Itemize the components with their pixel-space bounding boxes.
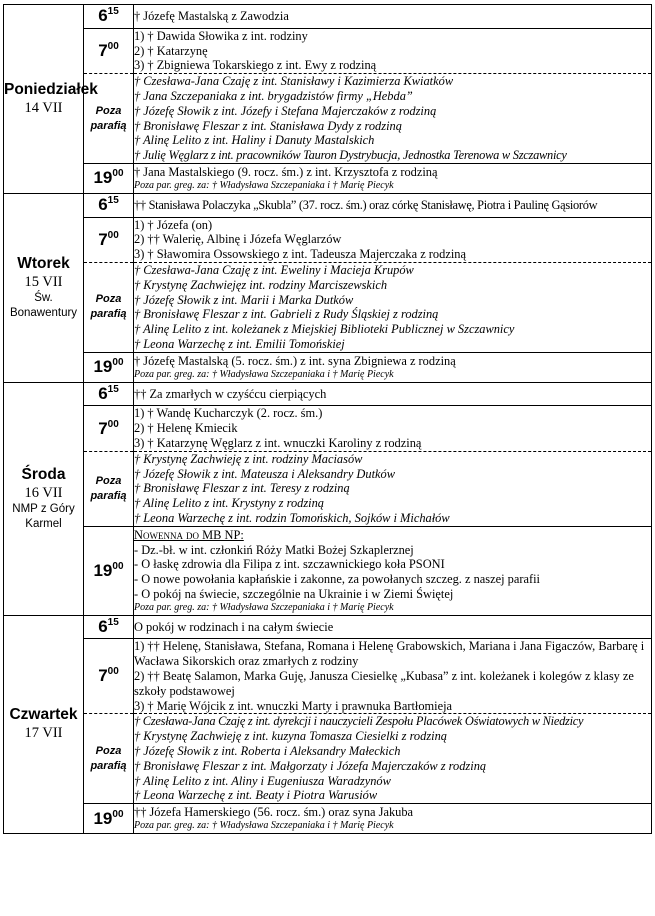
- intention-cell: † Czesława-Jana Czaję z int. dyrekcji i nauczycieli Zespołu Placówek Oświatowych w Niedzicy † Krystynę Zachwieję z int. kuzyna Tomasza Ciesielki z rodziną † Józefę Słowik z int. Roberta i Aleksandry Małeckich † Bronisławę Fleszar z int. Małgorzaty i Józefa Majerczaków z rodziną † Alinę Lelito z int. Aliny i Eugeniusza Waradzynów † Leona Warzechę z int. Beaty i Piotra Warusiów: [134, 714, 652, 804]
- monday-700-row: [4, 28, 652, 73]
- day-name: Środa: [21, 465, 66, 483]
- gregorian-note: Poza par. greg. za: † Władysława Szczepaniaka i † Marię Piecyk: [134, 820, 394, 832]
- day-cell-thursday: [4, 615, 84, 833]
- poza-parafia-label: Poza parafią: [84, 262, 134, 352]
- gregorian-note: Poza par. greg. za: † Władysława Szczepaniaka i † Marię Piecyk: [134, 601, 394, 613]
- tuesday-615-row: [4, 193, 652, 217]
- poza-parafia-label: Poza parafią: [84, 451, 134, 526]
- day-feast: Św. Bonawentury: [9, 291, 78, 319]
- wednesday-poza-row: [4, 451, 652, 526]
- mass-time-615: $6^{15}$: [84, 615, 134, 639]
- intention-cell: †† Józefa Hamerskiego (56. rocz. śm.) oraz syna Jakuba Poza par. greg. za: † Władysława Szczepaniaka i † Marię Piecyk: [134, 804, 652, 834]
- day-cell-tuesday: [4, 193, 84, 382]
- day-name: Poniedziałek: [4, 80, 98, 98]
- novena-heading: Nowenna do MB NP:: [134, 527, 244, 542]
- day-feast: NMP z Góry Karmel: [12, 502, 75, 530]
- intention-cell: † Czesława-Jana Czaję z int. Stanisławy i Kazimierza Kwiatków † Jana Szczepaniaka z int. brygadzistów firmy „Hebda” † Józefę Słowik z int. Józefy i Stefana Majerczaków z rodziną † Bronisławę Fleszar z int. Stanisława Dydy z rodziną † Alinę Lelito z int. Haliny i Danuty Mastalskich † Julię Węglarz z int. pracowników Tauron Dystrybucja, Jednostka Terenowa w Szczawnicy: [134, 74, 652, 164]
- wednesday-615-row: [4, 382, 652, 406]
- mass-schedule: [3, 4, 651, 834]
- intention-cell: †† Stanisława Polaczyka „Skubla” (37. rocz. śm.) oraz córkę Stanisławę, Piotra i Paulinę Gąsiorów: [134, 193, 652, 217]
- intention-cell: 1) † Wandę Kucharczyk (2. rocz. śm.) 2) † Helenę Kmiecik 3) † Katarzynę Węglarz z int. wnuczki Karoliny z rodziną: [134, 406, 652, 451]
- intention-cell: † Czesława-Jana Czaję z int. Eweliny i Macieja Krupów † Krystynę Zachwiejęz int. rodziny Marciszewskich † Józefę Słowik z int. Marii i Marka Dutków † Bronisławę Fleszar z int. Gabrieli z Rudy Śląskiej z rodziną † Alinę Lelito z int. koleżanek z Miejskiej Biblioteki Publicznej w Szczawnicy † Leona Warzechę z int. Emilii Tomońskiej: [134, 262, 652, 352]
- mass-time-1900: $19^{00}$: [84, 526, 134, 615]
- intention-cell: † Józefę Mastalską z Zawodzia: [134, 5, 652, 29]
- mass-time-1900: $19^{00}$: [84, 352, 134, 382]
- intention-cell: 1) †† Helenę, Stanisława, Stefana, Romana i Helenę Grabowskich, Mariana i Jana Figaczów, Barbarę i Wacława Sikorskich oraz zmarłych z rodziny 2) †† Beatę Salamon, Marka Guję, Janusza Ciesielkę „Kubasa” z int. koleżanek i kolegów z klasy ze szkoły podstawowej 3) † Marię Wójcik z int. wnuczki Marty i prawnuka Bartłomieja: [134, 639, 652, 714]
- mass-time-700: $7^{00}$: [84, 406, 134, 451]
- mass-time-700: $7^{00}$: [84, 28, 134, 73]
- poza-parafia-label: Poza parafią: [84, 74, 134, 164]
- mass-time-1900: $19^{00}$: [84, 804, 134, 834]
- monday-615-row: [4, 5, 652, 29]
- mass-time-1900: $19^{00}$: [84, 163, 134, 193]
- intention-cell: Nowenna do MB NP: - Dz.-bł. w int. członkiń Róży Matki Bożej Szkaplerznej - O łaskę zdrowia dla Filipa z int. szczawnickiego koła PSONI - O nowe powołania kapłańskie i zakonne, za powołanych szczeg. z naszej parafii - O pokój na świecie, szczególnie na Ukrainie i w Ziemi Świętej Poza par. greg. za: † Władysława Szczepaniaka i † Marię Piecyk: [134, 526, 652, 615]
- mass-time-615: $6^{15}$: [84, 193, 134, 217]
- mass-time-700: $7^{00}$: [84, 639, 134, 714]
- day-name: Wtorek: [17, 254, 70, 272]
- tuesday-poza-row: [4, 262, 652, 352]
- poza-parafia-label: Poza parafią: [84, 714, 134, 804]
- mass-time-615: $6^{15}$: [84, 382, 134, 406]
- intention-cell: † Józefę Mastalską (5. rocz. śm.) z int. syna Zbigniewa z rodziną Poza par. greg. za: † Władysława Szczepaniaka i † Marię Piecyk: [134, 352, 652, 382]
- intention-cell: † Krystynę Zachwieję z int. rodziny Maciasów † Józefę Słowik z int. Mateusza i Aleksandry Dutków † Bronisławę Fleszar z int. Teresy z rodziną † Alinę Lelito z int. Krystyny z rodziną † Leona Warzechę z int. rodzin Tomońskich, Sojków i Michałów: [134, 451, 652, 526]
- mass-schedule-table: [3, 4, 652, 834]
- intention-cell: † Jana Mastalskiego (9. rocz. śm.) z int. Krzysztofa z rodziną Poza par. greg. za: † Władysława Szczepaniaka i † Marię Piecyk: [134, 163, 652, 193]
- wednesday-1900-row: [4, 526, 652, 615]
- day-date: 17 VII: [24, 725, 63, 742]
- gregorian-note: Poza par. greg. za: † Władysława Szczepaniaka i † Marię Piecyk: [134, 368, 394, 380]
- thursday-1900-row: [4, 804, 652, 834]
- wednesday-700-row: [4, 406, 652, 451]
- thursday-700-row: [4, 639, 652, 714]
- thursday-poza-row: [4, 714, 652, 804]
- intention-cell: 1) † Józefa (on) 2) †† Walerię, Albinę i Józefa Węglarzów 3) † Sławomira Ossowskiego z int. Tadeusza Majerczaka z rodziną: [134, 217, 652, 262]
- gregorian-note: Poza par. greg. za: † Władysława Szczepaniaka i † Marię Piecyk: [134, 179, 394, 191]
- day-name: Czwartek: [9, 706, 78, 724]
- day-cell-wednesday: [4, 382, 84, 615]
- day-date: 14 VII: [24, 99, 63, 116]
- mass-time-615: $6^{15}$: [84, 5, 134, 29]
- tuesday-700-row: [4, 217, 652, 262]
- intention-cell: 1) † Dawida Słowika z int. rodziny 2) † Katarzynę 3) † Zbigniewa Tokarskiego z int. Ewy z rodziną: [134, 28, 652, 73]
- monday-1900-row: [4, 163, 652, 193]
- monday-poza-row: [4, 74, 652, 164]
- intention-cell: O pokój w rodzinach i na całym świecie: [134, 615, 652, 639]
- day-date: 16 VII: [24, 484, 63, 501]
- intention-cell: †† Za zmarłych w czyśćcu cierpiących: [134, 382, 652, 406]
- mass-time-700: $7^{00}$: [84, 217, 134, 262]
- thursday-615-row: [4, 615, 652, 639]
- tuesday-1900-row: [4, 352, 652, 382]
- day-date: 15 VII: [24, 273, 63, 290]
- day-cell-monday: [4, 5, 98, 194]
